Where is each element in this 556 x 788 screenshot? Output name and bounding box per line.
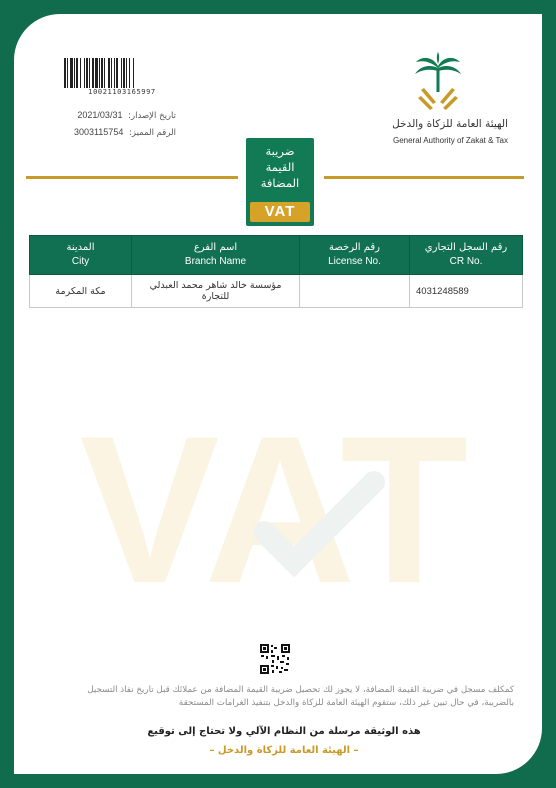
issue-date-value: 2021/03/31 [77,110,123,120]
barcode [64,58,176,88]
organization-name-ar: الهيئة العامة للزكاة والدخل [392,118,508,130]
badge-line-1: ضريبة [265,144,295,158]
registration-table [29,235,523,308]
issue-date-label: تاريخ الإصدار: [128,111,176,121]
cell-branch-name: مؤسسة خالد شاهر محمد العبدلي للتجارة [132,275,300,308]
header-branch-name-en: Branch Name [184,256,247,267]
badge-line-3: المضافة [260,176,300,190]
badge-vat-label: VAT [250,202,310,222]
header-license-no-ar: رقم الرخصة [328,242,380,253]
cell-license-no [300,275,410,308]
header-city [30,236,132,275]
header-license-no-en: License No. [328,256,381,267]
table-header-row [30,236,523,275]
registration-notice: كمكلف مسجل في ضريبة القيمة المضافة، لا يجوز لك تحصيل ضريبة القيمة المضافة من عملائك قبل تاريخ نفاذ التسجيل بالضريبة، في حال تبين غير ذلك، ستقوم الهيئة العامة للزكاة والدخل بتنفيذ الغرامات المستحقة [87,685,514,708]
distinct-number-label: الرقم المميز: [129,128,176,138]
automated-system-note: هذه الوثيقة مرسلة من النظام الآلي ولا تحتاج إلى توقيع [147,726,421,737]
barcode-number: 10021103165997 [88,88,156,96]
qr-code-icon [260,644,290,674]
certificate-page [14,14,542,774]
distinct-number-row [73,127,176,138]
header-city-ar: المدينة [66,242,95,253]
barcode-bar [134,58,135,88]
header-cr-no [410,236,523,275]
badge-line-2: القيمة [265,160,295,174]
issue-date-row [77,110,176,121]
header-city-en: City [71,256,90,267]
gold-divider-left [26,176,238,179]
distinct-number-value: 3003115754 [73,127,124,137]
cell-city: مكة المكرمة [30,275,132,308]
header-branch-name-ar: اسم الفرع [193,242,238,253]
cell-cr-no: 4031248589 [410,275,523,308]
header-cr-no-en: CR No. [449,256,483,267]
vat-badge [246,138,314,226]
header-license-no [300,236,410,275]
table-row [30,275,523,308]
authority-signature-line: – الهيئة العامة للزكاة والدخل – [209,745,359,756]
watermark-text: VAT [79,422,469,592]
organization-name-en: General Authority of Zakat & Tax [392,136,508,145]
header-branch-name [132,236,300,275]
vat-watermark [44,422,504,592]
gold-divider-right [324,176,524,179]
header-cr-no-ar: رقم السجل التجاري [424,242,508,253]
zatca-palm-logo-icon [410,52,466,110]
